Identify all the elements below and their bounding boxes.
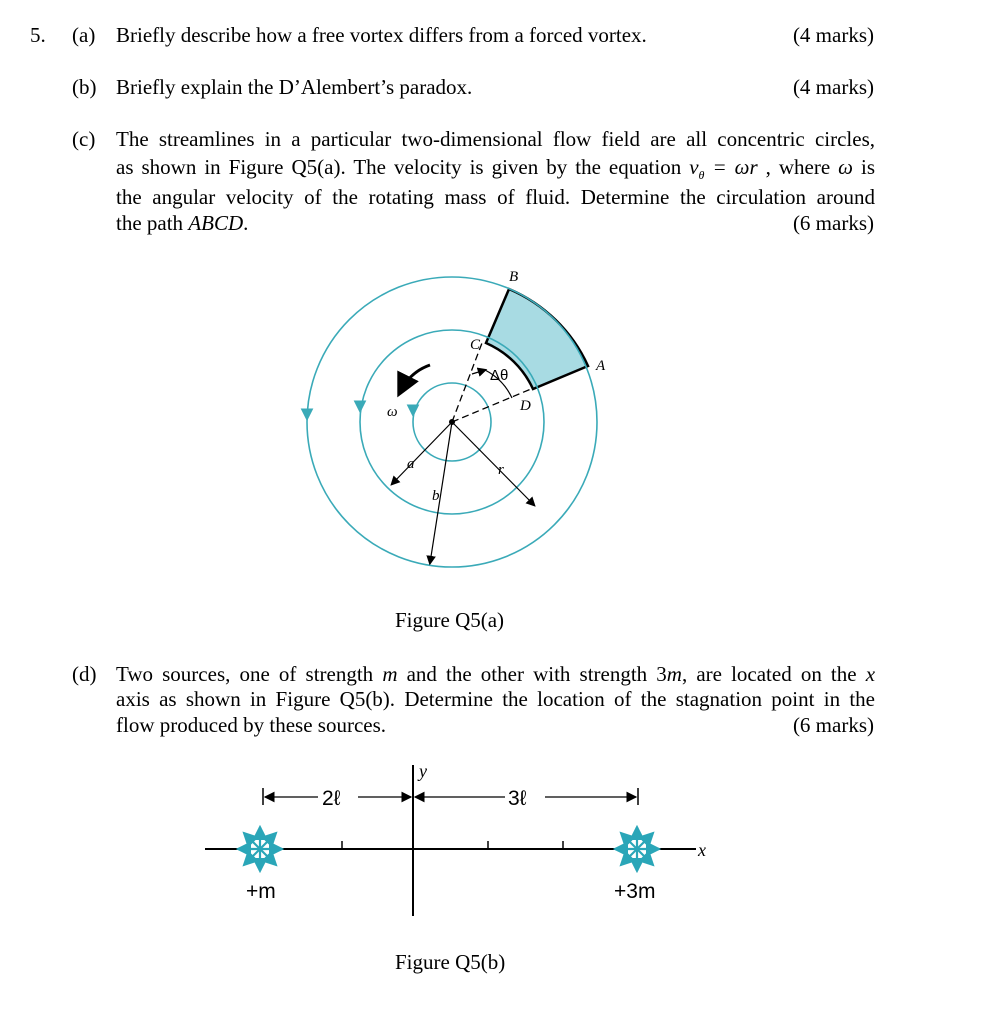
part-a-text: Briefly describe how a free vortex differs from a forced vortex.: [116, 23, 647, 47]
part-d-line-2: axis as shown in Figure Q5(b). Determine the location of the stagnation point in the: [116, 687, 875, 711]
part-c-line-4: the path ABCD.: [116, 211, 249, 235]
source-right-icon: [615, 827, 659, 871]
omega-rotation-arrow: [400, 365, 430, 392]
part-c-line-3: the angular velocity of the rotating mass of fluid. Determine the circulation around: [116, 185, 875, 209]
radius-r-arrow: [452, 422, 534, 505]
label-B: B: [509, 269, 519, 285]
part-a-label: (a): [72, 23, 96, 47]
label-dim-right: 3ℓ: [508, 787, 527, 810]
part-c-label: (c): [72, 127, 96, 151]
radius-a-arrow: [392, 422, 452, 484]
part-b-label: (b): [72, 75, 97, 99]
part-c-marks: (6 marks): [792, 211, 874, 235]
part-d-marks: (6 marks): [792, 713, 874, 737]
label-A: A: [596, 358, 606, 374]
label-D: D: [520, 398, 531, 414]
part-d-line-3: flow produced by these sources.: [116, 713, 387, 737]
part-a-marks: (4 marks): [792, 23, 874, 47]
label-C: C: [470, 337, 481, 353]
part-d-label: (d): [72, 662, 97, 686]
label-y: y: [419, 761, 427, 781]
part-d-line-1: Two sources, one of strength m and the other with strength 3m, are located on the x: [116, 662, 876, 686]
label-dim-left: 2ℓ: [322, 787, 341, 810]
label-a: a: [407, 456, 415, 472]
label-delta-theta: Δθ: [490, 367, 509, 384]
delta-theta-tick: [472, 370, 485, 374]
question-number: 5.: [30, 23, 46, 47]
label-source-right: +3m: [614, 880, 656, 903]
part-b-text: Briefly explain the D’Alembert’s paradox.: [116, 75, 473, 99]
part-c-line-2: as shown in Figure Q5(a). The velocity is given by the equation $v_\theta = \omega r$ , where ω is: [116, 155, 876, 183]
label-source-left: +m: [246, 880, 276, 903]
part-c-line-1: The streamlines in a particular two-dimensional flow field are all concentric circles,: [116, 127, 875, 151]
label-x: x: [698, 840, 706, 860]
label-omega: ω: [387, 404, 398, 420]
label-b: b: [432, 488, 440, 504]
figure-q5a-caption: Figure Q5(a): [395, 608, 505, 632]
label-r: r: [498, 462, 504, 478]
figure-q5b-caption: Figure Q5(b): [395, 950, 506, 974]
part-b-marks: (4 marks): [792, 75, 874, 99]
source-left-icon: [238, 827, 282, 871]
